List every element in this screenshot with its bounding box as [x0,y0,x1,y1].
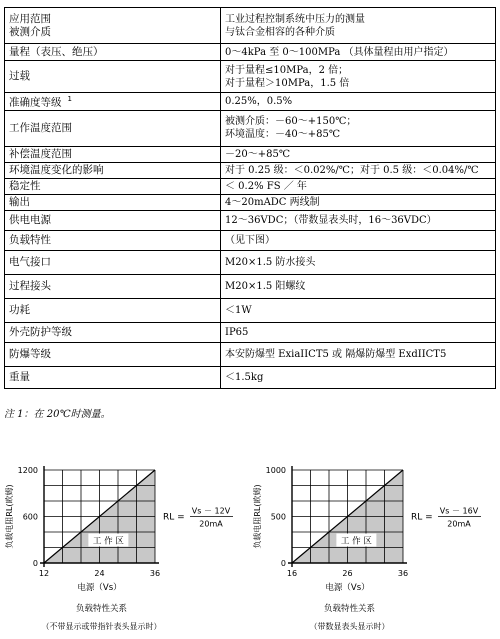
spec-label-line: 过程接头 [9,279,51,292]
spec-value [221,178,496,194]
x-tick-label: 24 [94,569,105,578]
spec-row [5,366,496,388]
spec-value-line: 对于量程＞10MPa，1.5 倍 [225,77,350,89]
chart-caption: 负载特性关系 [75,604,128,614]
y-tick-label: 1200 [17,466,38,475]
spec-row [5,342,496,366]
spec-label [5,250,221,274]
spec-label-line: 重量 [9,370,30,383]
spec-row [5,44,496,61]
spec-row [5,274,496,298]
spec-value [221,210,496,230]
spec-row [5,61,496,93]
spec-label [5,8,221,44]
spec-value-line: IP65 [225,326,249,338]
y-tick-label: 500 [270,512,286,522]
spec-value-line: 被测介质：－60～+150℃； [225,116,357,127]
spec-value [221,146,496,162]
spec-label [5,230,221,250]
spec-label [5,322,221,342]
spec-value-line: 4～20mADC 两线制 [225,196,320,208]
spec-row [5,322,496,342]
spec-value-line: 对于量程≤10MPa，2 倍； [225,64,349,76]
formula-denominator: 20mA [447,519,471,529]
x-tick-label: 36 [397,569,409,578]
spec-row [5,93,496,111]
spec-value [221,298,496,322]
spec-label-line: 功耗 [9,303,30,316]
spec-value-line: 12～36VDC；（带数显表头时，16～36VDC） [225,214,437,226]
spec-label-line: 应用范围 [9,12,51,25]
footnote-marker: 1 [67,95,72,103]
spec-row [5,110,496,146]
spec-value-line: 与钛合金相容的各种介质 [225,26,335,38]
load-chart-analog [0,458,250,638]
spec-label-line: 补偿温度范围 [9,147,72,160]
spec-value-line: ＜ 0.2% FS ／ 年 [225,180,307,192]
spec-label [5,194,221,210]
y-axis-label: 负载电阻RL(欧姆) [5,484,14,549]
spec-label [5,110,221,146]
spec-value [221,230,496,250]
spec-value-line: M20×1.5 阳螺纹 [225,280,306,292]
spec-row [5,210,496,230]
spec-value [221,162,496,178]
spec-value-line: －20～+85℃ [225,148,291,160]
y-tick-label: 600 [22,512,38,522]
spec-label-line: 工作温度范围 [9,121,72,134]
chart-subcaption: （带数显表头显示时） [309,622,390,631]
x-tick-label: 26 [342,569,353,578]
chart-caption: 负载特性关系 [323,604,376,614]
y-axis-label: 负载电阻RL(欧姆) [253,484,262,549]
spec-value-line: ＜1.5kg [225,371,264,383]
spec-label [5,146,221,162]
spec-value [221,342,496,366]
formula-lhs: RL = [411,512,433,523]
spec-value [221,44,496,61]
spec-row [5,178,496,194]
spec-label-line: 量程（表压、绝压） [9,45,104,58]
formula-denominator: 20mA [199,519,223,529]
spec-value [221,8,496,44]
spec-value-line: 0～4kPa 至 0～100MPa （具体量程由用户指定） [225,46,454,58]
spec-value [221,61,496,93]
y-tick-label: 1000 [265,466,286,475]
spec-value-line: 环境温度：－40～+85℃ [225,129,341,140]
spec-label [5,44,221,61]
spec-row [5,298,496,322]
x-axis-label: 电源（Vs） [77,583,122,593]
spec-value-line: 0.25%，0.5% [225,95,293,107]
spec-label-line: 负载特性 [9,233,51,246]
spec-label-line: 被测介质 [9,25,51,38]
spec-label-line: 过载 [9,70,30,82]
spec-value [221,274,496,298]
spec-label-line: 环境温度变化的影响 [9,163,104,176]
x-axis-label: 电源（Vs） [325,583,370,593]
spec-value [221,250,496,274]
spec-label-line: 防爆等级 [9,347,51,360]
y-tick-label: 0 [32,559,38,568]
spec-value [221,366,496,388]
spec-label [5,366,221,388]
spec-value-line: 本安防爆型 ExiaIICT5 或 隔爆防爆型 ExdIICT5 [225,348,447,360]
region-label: 工 作 区 [340,536,372,547]
spec-label [5,162,221,178]
spec-value [221,110,496,146]
spec-label [5,274,221,298]
spec-label-line: 稳定性 [9,179,41,192]
spec-row [5,250,496,274]
x-tick-label: 36 [149,569,161,578]
spec-label-line: 外壳防护等级 [9,325,72,338]
spec-value-line: M20×1.5 防水接头 [225,256,316,268]
spec-value-line: （见下图） [225,234,275,246]
spec-label-line: 供电电源 [9,213,51,226]
load-chart-digital [248,458,500,638]
formula-numerator: Vs － 12V [191,506,231,516]
spec-row [5,146,496,162]
spec-label [5,210,221,230]
spec-value [221,194,496,210]
x-tick-label: 16 [286,569,298,578]
spec-label [5,178,221,194]
spec-label-line: 电气接口 [9,255,51,268]
spec-row [5,230,496,250]
spec-value [221,322,496,342]
footnote: 注 1：在 20℃时测量。 [4,409,111,420]
spec-table [4,7,496,389]
spec-label [5,298,221,322]
region-label: 工 作 区 [92,536,124,547]
spec-value-line: 工业过程控制系统中压力的测量 [225,13,365,25]
y-tick-label: 0 [280,559,286,568]
spec-value [221,93,496,111]
spec-label-line: 输出 [9,195,30,208]
formula-numerator: Vs － 16V [439,506,479,516]
spec-row [5,8,496,44]
spec-label [5,93,221,111]
spec-row [5,162,496,178]
chart-subcaption: （不带显示或带指针表头显示时） [41,622,162,631]
spec-label [5,61,221,93]
spec-value-line: 对于 0.25 级：＜0.02%/℃；对于 0.5 级：＜0.04%/℃ [225,164,479,176]
spec-label-line: 准确度等级 $^1$ [9,95,72,109]
spec-label [5,342,221,366]
x-tick-label: 12 [38,569,50,578]
spec-row [5,194,496,210]
formula-lhs: RL = [163,512,185,523]
spec-value-line: ＜1W [225,304,252,316]
